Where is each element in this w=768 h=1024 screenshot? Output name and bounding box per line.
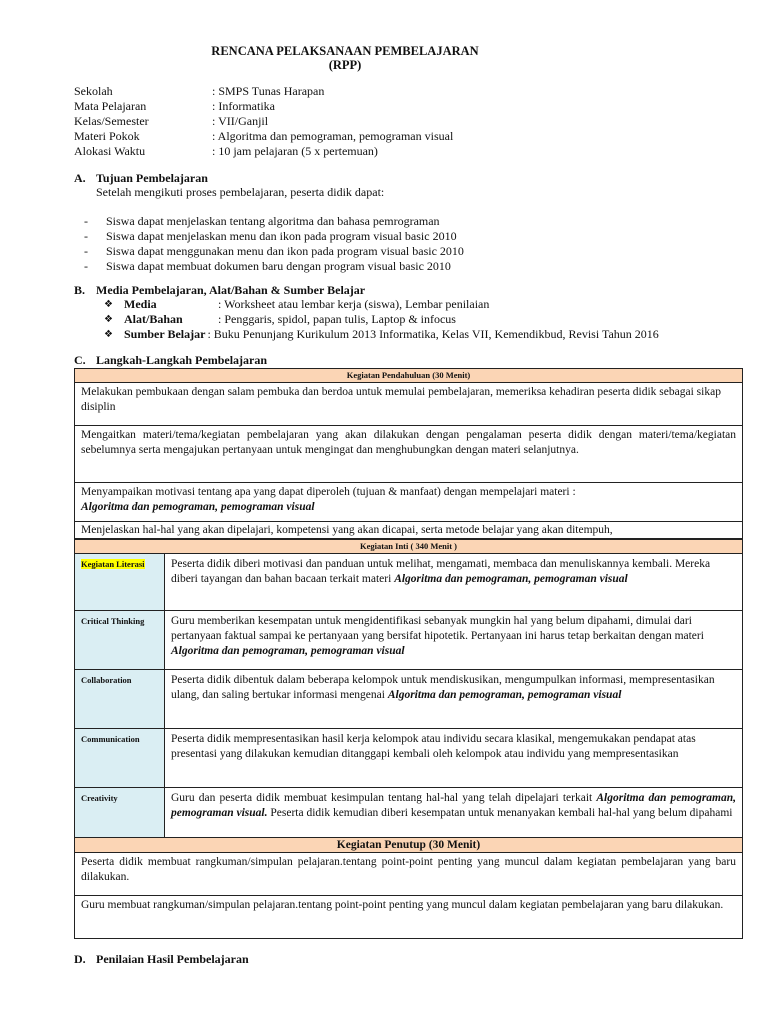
diamond-bullet-icon: ❖: [104, 329, 113, 340]
table-row: Peserta didik membuat rangkuman/simpulan pelajaran.tentang point-point penting yang muncul dalam kegiatan pembelajaran yang baru dilakukan.: [75, 853, 742, 896]
diamond-bullet-icon: ❖: [104, 314, 113, 325]
table-row: [75, 788, 742, 844]
inti-header: Kegiatan Inti ( 340 Menit ): [75, 539, 742, 554]
section-number: C.: [74, 353, 86, 367]
row-value: Peserta didik diberi motivasi dan panduan untuk melihat, mengamati, membaca dan menuliskannya kembali. Mereka diberi tayangan dan bahan bacaan terkait materi Algoritma dan pemograman, pemograman visual: [171, 558, 711, 585]
document-subtitle: (RPP): [328, 58, 362, 72]
list-item: - Siswa dapat membuat dokumen baru dengan program visual basic 2010: [84, 259, 451, 273]
identity-row: [74, 129, 453, 144]
section-number: A.: [74, 171, 86, 185]
identity-row: [74, 144, 453, 159]
row-value: Guru memberikan kesempatan untuk mengidentifikasi sebanyak mungkin hal yang belum dipahami, dimulai dari pertanyaan faktual sampai ke pertanyaan yang bersifat hipotetik. Pertanyaan ini harus tetap berkaitan dengan materi Algoritma dan pemograman, pemograman visual: [171, 615, 704, 657]
row-value: Peserta didik mempresentasikan hasil kerja kelompok atau individu secara klasikal, mengemukakan pendapat atas presentasi yang dilakukan kemudian ditanggapi kembali oleh kelompok atau individu yang mempresentasikan: [171, 733, 696, 760]
identity-value: : VII/Ganjil: [212, 114, 269, 128]
section-c-heading: [74, 353, 267, 368]
identity-label: Sekolah: [74, 84, 113, 98]
row-value: Peserta didik dibentuk dalam beberapa kelompok untuk mendiskusikan, mengumpulkan informasi, mempresentasikan ulang, dan saling bertukar informasi mengenai Algoritma dan pemograman, pemograman visual: [171, 674, 715, 701]
list-item: ❖ Media : Worksheet atau lembar kerja (siswa), Lembar penilaian: [104, 297, 490, 311]
closing-table: [74, 837, 743, 939]
section-number: B.: [74, 283, 86, 297]
identity-row: [74, 114, 453, 129]
table-row: Melakukan pembukaan dengan salam pembuka dan berdoa untuk memulai pembelajaran, memeriksa kehadiran peserta didik sebagai sikap disiplin: [75, 383, 742, 426]
section-d-heading: [74, 952, 249, 967]
identity-row: [74, 84, 453, 99]
penutup-header: Kegiatan Penutup (30 Menit): [75, 838, 742, 853]
identity-block: [74, 84, 453, 159]
document-title: RENCANA PELAKSANAAN PEMBELAJARAN: [211, 44, 479, 58]
section-b-heading: [74, 283, 365, 298]
table-row: Menyampaikan motivasi tentang apa yang dapat diperoleh (tujuan & manfaat) dengan mempelajari materi : Algoritma dan pemograman, pemograman visual: [75, 483, 742, 522]
section-a-heading: [74, 171, 208, 186]
identity-label: Mata Pelajaran: [74, 99, 147, 113]
row-label: Critical Thinking: [75, 611, 165, 669]
section-a-intro: Setelah mengikuti proses pembelajaran, peserta didik dapat:: [96, 185, 385, 199]
section-number: D.: [74, 952, 86, 966]
list-item: - Siswa dapat menjelaskan tentang algoritma dan bahasa pemrograman: [84, 214, 440, 228]
row-label: Creativity: [75, 788, 165, 844]
table-row: Guru membuat rangkuman/simpulan pelajaran.tentang point-point penting yang muncul dalam kegiatan pembelajaran yang baru dilakukan.: [81, 899, 724, 911]
pendahuluan-header: Kegiatan Pendahuluan (30 Menit): [75, 369, 742, 383]
table-row: [75, 670, 742, 729]
identity-label: Kelas/Semester: [74, 114, 149, 128]
objectives-list: [84, 214, 464, 274]
identity-value: : Informatika: [212, 99, 275, 113]
list-item: ❖ Sumber Belajar : Buku Penunjang Kurikulum 2013 Informatika, Kelas VII, Kemendikbud, Revisi Tahun 2016: [104, 327, 659, 341]
section-title: Penilaian Hasil Pembelajaran: [96, 952, 249, 966]
list-item: - Siswa dapat menjelaskan menu dan ikon pada program visual basic 2010: [84, 229, 457, 243]
diamond-bullet-icon: ❖: [104, 299, 113, 310]
row-label: Communication: [75, 729, 165, 787]
identity-value: : SMPS Tunas Harapan: [212, 84, 325, 98]
table-row: [75, 729, 742, 788]
row-value: Guru dan peserta didik membuat kesimpulan tentang hal-hal yang telah dipelajari terkait Algoritma dan pemograman, pemograman visual. Peserta didik kemudian diberi kesempatan untuk menanyakan kembali hal-hal yang belum dipahami: [171, 792, 737, 819]
row-label: Kegiatan Literasi: [75, 554, 165, 610]
media-list: [104, 297, 659, 342]
table-row: [75, 611, 742, 670]
table-row: [75, 554, 742, 611]
identity-value: : Algoritma dan pemograman, pemograman visual: [212, 129, 454, 143]
identity-value: : 10 jam pelajaran (5 x pertemuan): [212, 144, 378, 158]
section-title: Media Pembelajaran, Alat/Bahan & Sumber Belajar: [96, 283, 366, 297]
list-item: ❖ Alat/Bahan : Penggaris, spidol, papan tulis, Laptop & infocus: [104, 312, 456, 326]
identity-row: [74, 99, 453, 114]
row-label: Collaboration: [75, 670, 165, 728]
steps-table: [74, 368, 743, 845]
table-row: Menjelaskan hal-hal yang akan dipelajari, kompetensi yang akan dicapai, serta metode belajar yang akan ditempuh,: [75, 522, 742, 539]
identity-label: Alokasi Waktu: [74, 144, 146, 158]
section-title: Langkah-Langkah Pembelajaran: [96, 353, 268, 367]
section-title: Tujuan Pembelajaran: [96, 171, 208, 185]
table-row: Mengaitkan materi/tema/kegiatan pembelajaran yang akan dilakukan dengan pengalaman peserta didik dengan materi/tema/kegiatan sebelumnya serta mengajukan pertanyaan untuk mengingat dan menghubungkan dengan materi selanjutnya.: [75, 426, 742, 483]
identity-label: Materi Pokok: [74, 129, 140, 143]
list-item: - Siswa dapat menggunakan menu dan ikon pada program visual basic 2010: [84, 244, 464, 258]
